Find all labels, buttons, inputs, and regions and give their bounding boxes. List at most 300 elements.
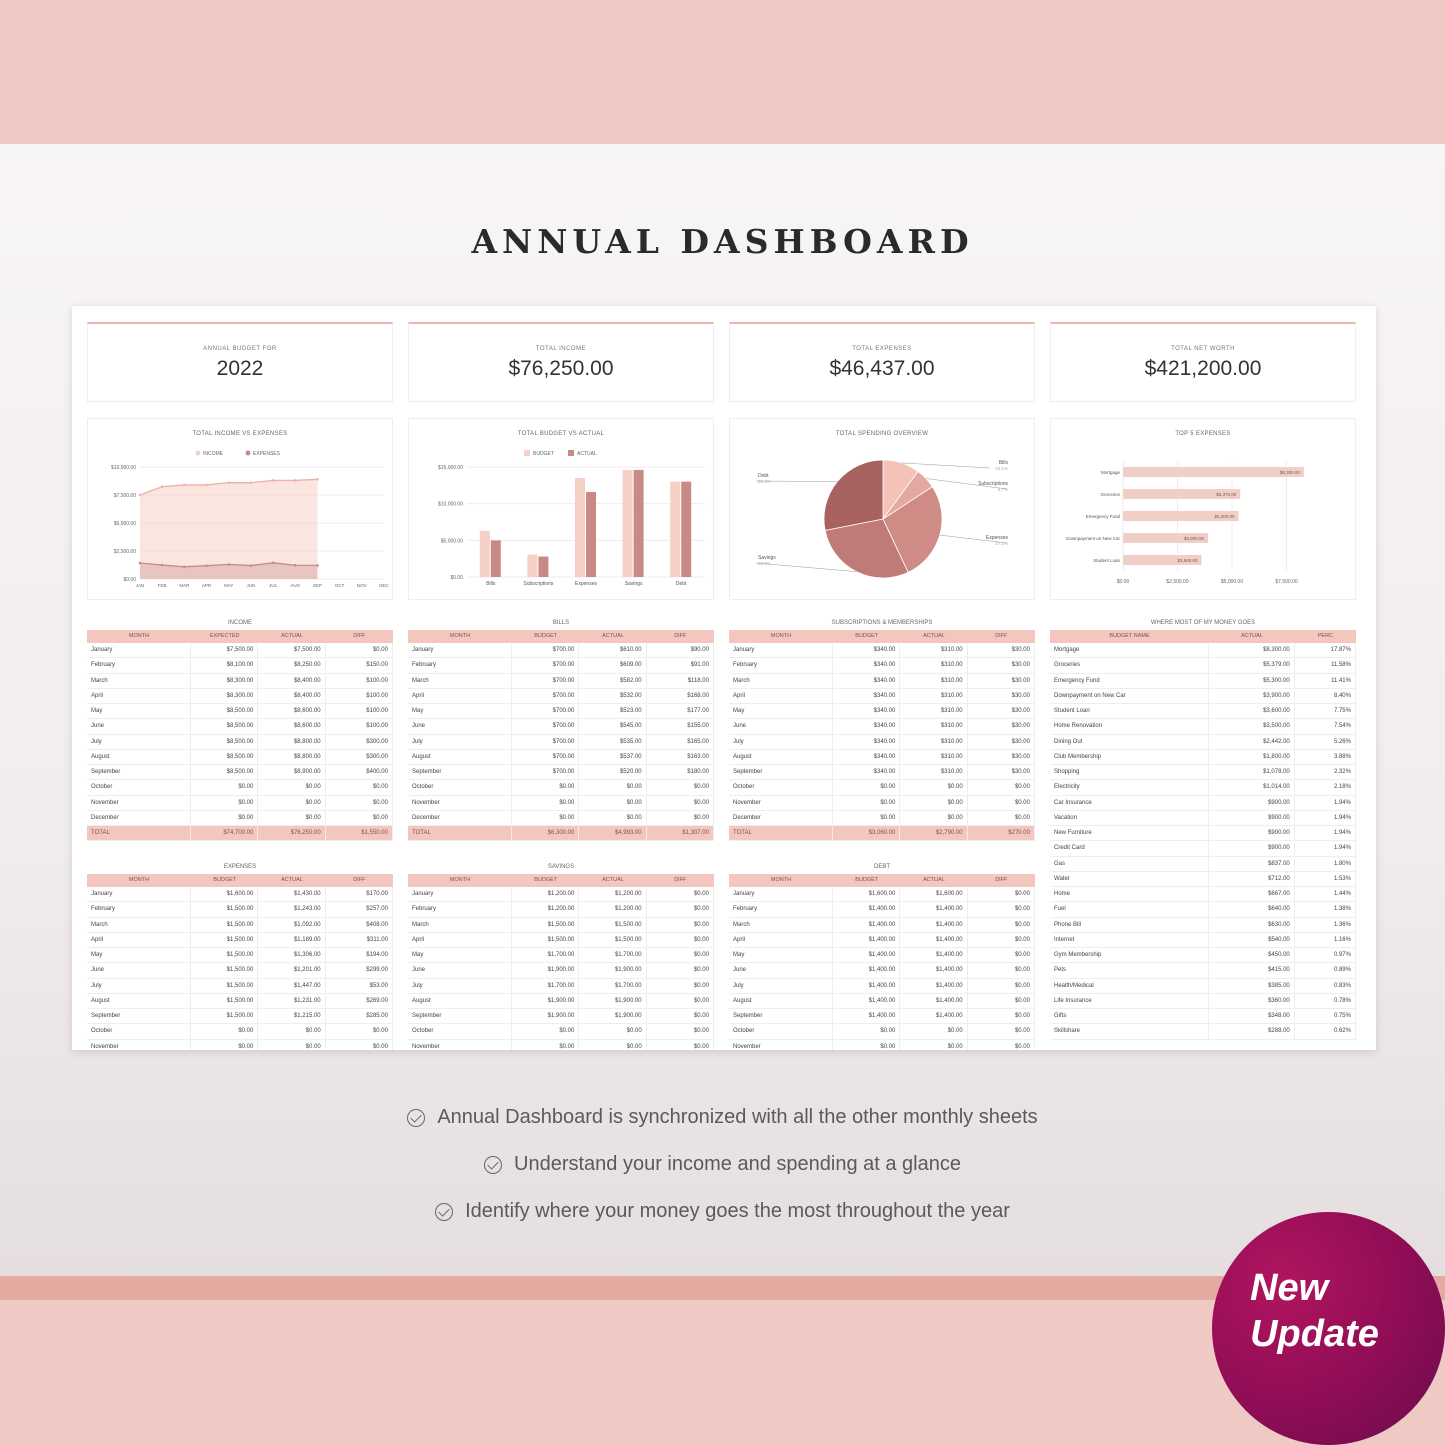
table-cell: $630.00 — [1209, 918, 1295, 932]
column-header: ACTUAL — [1241, 633, 1263, 639]
x-tick-label: AUG — [290, 583, 301, 588]
table-cell: $700.00 — [512, 735, 579, 749]
table-row — [408, 719, 714, 734]
table-cell: $0.00 — [647, 902, 714, 916]
table-cell: $0.00 — [647, 1024, 714, 1038]
table-cell: $8,600.00 — [258, 719, 325, 733]
table-cell: $1,700.00 — [512, 948, 579, 962]
subscriptions-table — [729, 616, 1035, 841]
table-cell: $0.00 — [900, 780, 967, 794]
table-cell: $700.00 — [512, 689, 579, 703]
table-row — [1050, 918, 1356, 933]
table-cell: $640.00 — [1209, 902, 1295, 916]
table-cell: $0.00 — [968, 933, 1035, 947]
table-cell: July — [87, 979, 191, 993]
kpi-value: $46,437.00 — [829, 357, 935, 380]
table-header-row — [729, 874, 1035, 887]
table-cell: $163.00 — [647, 750, 714, 764]
table-cell: $340.00 — [833, 765, 900, 779]
table-row — [408, 750, 714, 765]
kpi-label: TOTAL NET WORTH — [1171, 346, 1235, 352]
column-header: DIFF — [353, 877, 366, 883]
table-cell: $1,800.00 — [1209, 750, 1295, 764]
table-cell: 3.88% — [1295, 750, 1356, 764]
leader-line — [756, 563, 856, 572]
table-cell: $1,400.00 — [900, 933, 967, 947]
column-header: MONTH — [449, 877, 471, 883]
table-cell: $0.00 — [512, 1024, 579, 1038]
table-cell: September — [87, 1009, 191, 1023]
table-cell: $0.00 — [191, 1040, 258, 1051]
kpi-annual-budget — [87, 322, 393, 402]
slice-label: Expenses — [986, 535, 1008, 541]
table-cell: 0.97% — [1295, 948, 1356, 962]
table-cell: October — [408, 1024, 512, 1038]
new-update-badge — [1212, 1212, 1445, 1445]
column-header: ACTUAL — [923, 877, 945, 883]
table-cell: $0.00 — [968, 948, 1035, 962]
kpi-label: TOTAL EXPENSES — [852, 346, 912, 352]
table-cell: $1,400.00 — [900, 902, 967, 916]
table-cell: $0.00 — [512, 811, 579, 825]
table-row — [87, 674, 393, 689]
savings-table — [408, 860, 714, 1050]
table-cell: November — [87, 1040, 191, 1051]
table-row — [87, 689, 393, 704]
y-tick-label: $10,000.00 — [110, 465, 136, 471]
table-cell: January — [729, 887, 833, 901]
table-cell: $0.00 — [326, 780, 393, 794]
table-cell: $523.00 — [579, 704, 646, 718]
chart-title: TOTAL INCOME VS EXPENSES — [192, 431, 288, 437]
table-cell: $8,800.00 — [258, 735, 325, 749]
x-tick-label: MAY — [224, 583, 234, 588]
table-cell: November — [408, 1040, 512, 1051]
check-circle-icon — [407, 1109, 425, 1127]
table-cell: $0.00 — [191, 811, 258, 825]
x-tick-label: NOV — [356, 583, 367, 588]
table-cell: $0.00 — [968, 811, 1035, 825]
table-cell: $0.00 — [968, 963, 1035, 977]
table-row — [729, 643, 1035, 658]
table-cell: $5,300.00 — [1209, 674, 1295, 688]
table-cell: 0.89% — [1295, 963, 1356, 977]
table-cell: $1,201.00 — [258, 963, 325, 977]
table-cell: $0.00 — [191, 1024, 258, 1038]
table-cell: $1,307.00 — [647, 826, 714, 840]
table-cell: May — [87, 704, 191, 718]
table-cell: Water — [1050, 872, 1209, 886]
table-cell: 1.94% — [1295, 796, 1356, 810]
table-cell: $269.00 — [326, 994, 393, 1008]
table-cell: $1,447.00 — [258, 979, 325, 993]
table-row — [87, 902, 393, 917]
table-cell: $310.00 — [900, 719, 967, 733]
table-row — [87, 948, 393, 963]
feature-text: Understand your income and spending at a glance — [514, 1153, 961, 1175]
table-cell: $0.00 — [326, 796, 393, 810]
slice-label: Debt — [758, 473, 769, 479]
table-cell: $0.00 — [579, 780, 646, 794]
y-category-label: Student Loan — [1093, 558, 1120, 563]
table-cell: $712.00 — [1209, 872, 1295, 886]
table-cell: $8,400.00 — [258, 674, 325, 688]
chart-title: TOTAL SPENDING OVERVIEW — [835, 431, 929, 437]
table-cell: Electricity — [1050, 780, 1209, 794]
table-cell: $0.00 — [326, 811, 393, 825]
table-cell: $0.00 — [900, 811, 967, 825]
table-cell: October — [87, 780, 191, 794]
table-cell: 0.62% — [1295, 1024, 1356, 1038]
data-point — [161, 485, 164, 488]
table-cell: $1,200.00 — [579, 887, 646, 901]
y-category-label: Downpayment on New Car — [1066, 536, 1120, 541]
table-cell: August — [87, 750, 191, 764]
y-category-label: Groceries — [1100, 492, 1120, 497]
table-cell: $1,900.00 — [579, 994, 646, 1008]
table-cell: $1,078.00 — [1209, 765, 1295, 779]
table-cell: $100.00 — [326, 719, 393, 733]
column-header: MONTH — [128, 633, 150, 639]
table-cell: $340.00 — [833, 735, 900, 749]
table-row — [408, 735, 714, 750]
table-cell: $340.00 — [833, 719, 900, 733]
table-cell: June — [87, 719, 191, 733]
table-cell: $700.00 — [512, 765, 579, 779]
column-header: DIFF — [674, 633, 687, 639]
column-header: MONTH — [770, 877, 792, 883]
table-cell: $408.00 — [326, 918, 393, 932]
x-tick-label: $5,000.00 — [1220, 579, 1244, 585]
table-cell: $8,300.00 — [1209, 643, 1295, 657]
column-header: ACTUAL — [923, 633, 945, 639]
slice-percent: 5.7% — [997, 487, 1008, 492]
table-cell: Internet — [1050, 933, 1209, 947]
table-row — [729, 658, 1035, 673]
table-cell: $0.00 — [647, 1009, 714, 1023]
table-cell: $1,092.00 — [258, 918, 325, 932]
table-cell: $194.00 — [326, 948, 393, 962]
column-header: MONTH — [770, 633, 792, 639]
table-cell: May — [408, 948, 512, 962]
table-cell: July — [729, 735, 833, 749]
table-cell: $30.00 — [968, 658, 1035, 672]
table-cell: $8,300.00 — [191, 674, 258, 688]
table-cell: $0.00 — [900, 1024, 967, 1038]
table-cell: Phone Bill — [1050, 918, 1209, 932]
table-cell: $0.00 — [647, 963, 714, 977]
chart-budget-vs-actual — [408, 418, 714, 600]
table-cell: October — [729, 1024, 833, 1038]
check-circle-icon — [484, 1156, 502, 1174]
table-cell: $0.00 — [833, 811, 900, 825]
table-row — [729, 689, 1035, 704]
table-row — [408, 963, 714, 978]
x-tick-label: $0.00 — [1116, 579, 1130, 585]
table-cell: $340.00 — [833, 658, 900, 672]
table-row — [1050, 872, 1356, 887]
table-cell: May — [729, 948, 833, 962]
table-cell: $8,900.00 — [258, 765, 325, 779]
table-cell: $340.00 — [833, 750, 900, 764]
table-cell: $535.00 — [579, 735, 646, 749]
kpi-total-expenses — [729, 322, 1035, 402]
table-row — [87, 1009, 393, 1024]
table-cell: $520.00 — [579, 765, 646, 779]
table-cell: $700.00 — [512, 719, 579, 733]
table-row — [1050, 674, 1356, 689]
column-header: DIFF — [353, 633, 366, 639]
table-cell: $8,500.00 — [191, 719, 258, 733]
kpi-value: 2022 — [216, 357, 264, 380]
bar — [575, 478, 585, 577]
debt-table — [729, 860, 1035, 1050]
money-goes-table — [1050, 616, 1356, 1040]
table-row — [87, 719, 393, 734]
table-cell: $540.00 — [1209, 933, 1295, 947]
data-point — [316, 564, 319, 567]
table-cell: February — [408, 902, 512, 916]
table-cell: $155.00 — [647, 719, 714, 733]
column-header: BUDGET — [855, 877, 879, 883]
column-header: MONTH — [128, 877, 150, 883]
table-cell: $0.00 — [258, 1024, 325, 1038]
legend-label: EXPENSES — [253, 451, 280, 457]
column-header: PERC — [1317, 633, 1334, 639]
table-row — [1050, 963, 1356, 978]
feature-item — [0, 1094, 1445, 1141]
table-row — [408, 643, 714, 658]
table-cell: $6,300.00 — [512, 826, 579, 840]
x-tick-label: Expenses — [575, 581, 597, 587]
table-cell: $30.00 — [968, 765, 1035, 779]
table-row — [729, 811, 1035, 826]
table-cell: $8,250.00 — [258, 658, 325, 672]
table-cell: $5,379.00 — [1209, 658, 1295, 672]
expenses-table — [87, 860, 393, 1050]
table-cell: $450.00 — [1209, 948, 1295, 962]
table-cell: $310.00 — [900, 735, 967, 749]
y-tick-label: $7,500.00 — [113, 493, 136, 499]
table-cell: $0.00 — [258, 796, 325, 810]
table-cell: $360.00 — [1209, 994, 1295, 1008]
table-row — [408, 658, 714, 673]
table-cell: January — [408, 643, 512, 657]
table-cell: Vacation — [1050, 811, 1209, 825]
column-header: MONTH — [449, 633, 471, 639]
table-cell: $1,600.00 — [191, 887, 258, 901]
table-cell: $1,600.00 — [900, 887, 967, 901]
table-cell: March — [408, 918, 512, 932]
bar-value-label: $8,300.00 — [1279, 470, 1300, 475]
column-header: DIFF — [674, 877, 687, 883]
bar-value-label: $5,379.00 — [1216, 492, 1237, 497]
table-cell: September — [87, 765, 191, 779]
column-header: DIFF — [995, 633, 1008, 639]
table-cell: $1,500.00 — [191, 933, 258, 947]
table-cell: Home — [1050, 887, 1209, 901]
table-cell: $0.00 — [647, 933, 714, 947]
x-tick-label: JUN — [246, 583, 256, 588]
column-header: ACTUAL — [281, 877, 303, 883]
check-circle-icon — [435, 1203, 453, 1221]
table-cell: Dining Out — [1050, 735, 1209, 749]
table-cell: $310.00 — [900, 689, 967, 703]
column-header: ACTUAL — [281, 633, 303, 639]
table-cell: $8,500.00 — [191, 704, 258, 718]
table-row — [1050, 735, 1356, 750]
kpi-label: ANNUAL BUDGET FOR — [203, 346, 277, 352]
table-cell: $385.00 — [1209, 979, 1295, 993]
bills-table — [408, 616, 714, 841]
table-row — [1050, 658, 1356, 673]
table-cell: $1,400.00 — [833, 902, 900, 916]
table-cell: $310.00 — [900, 674, 967, 688]
bar-value-label: $5,300.00 — [1214, 514, 1235, 519]
table-cell: 2.32% — [1295, 765, 1356, 779]
feature-item — [0, 1188, 1445, 1235]
table-row — [1050, 857, 1356, 872]
data-point — [183, 484, 186, 487]
y-tick-label: $0.00 — [123, 577, 136, 583]
table-cell: $700.00 — [512, 704, 579, 718]
feature-list — [0, 1094, 1445, 1235]
table-cell: $0.00 — [833, 1040, 900, 1051]
table-cell: $1,500.00 — [191, 979, 258, 993]
table-title: BILLS — [552, 620, 570, 626]
table-cell: $1,200.00 — [579, 902, 646, 916]
table-cell: $310.00 — [900, 643, 967, 657]
table-cell: $415.00 — [1209, 963, 1295, 977]
budget-actual-bar-chart — [409, 419, 715, 601]
table-row — [87, 780, 393, 795]
table-cell: $310.00 — [900, 704, 967, 718]
page-title: ANNUAL DASHBOARD — [471, 222, 974, 261]
x-tick-label: APR — [201, 583, 212, 588]
table-cell: September — [729, 1009, 833, 1023]
table-cell: July — [408, 979, 512, 993]
table-row — [729, 902, 1035, 917]
table-cell: $8,600.00 — [258, 704, 325, 718]
data-point — [294, 564, 297, 567]
table-cell: July — [729, 979, 833, 993]
table-cell: $90.00 — [647, 643, 714, 657]
table-cell: TOTAL — [729, 826, 833, 840]
table-cell: $1,400.00 — [833, 963, 900, 977]
table-cell: $0.00 — [647, 1040, 714, 1051]
table-cell: $667.00 — [1209, 887, 1295, 901]
slice-percent: 28.9% — [758, 561, 771, 566]
table-title: SAVINGS — [547, 864, 575, 870]
table-cell: $0.00 — [579, 811, 646, 825]
table-cell: $4,993.00 — [579, 826, 646, 840]
table-cell: 0.83% — [1295, 979, 1356, 993]
y-tick-label: $0.00 — [450, 575, 463, 581]
table-cell: $340.00 — [833, 704, 900, 718]
table-cell: $1,430.00 — [258, 887, 325, 901]
table-cell: 2.18% — [1295, 780, 1356, 794]
table-cell: $1,400.00 — [833, 933, 900, 947]
table-cell: $30.00 — [968, 689, 1035, 703]
table-row — [1050, 780, 1356, 795]
table-row — [729, 765, 1035, 780]
table-cell: June — [87, 963, 191, 977]
bar-value-label: $3,600.00 — [1177, 558, 1198, 563]
data-point — [250, 564, 253, 567]
slice-label: Bills — [998, 460, 1008, 466]
table-cell: $1,400.00 — [900, 979, 967, 993]
table-row — [1050, 643, 1356, 658]
table-cell: $1,500.00 — [191, 994, 258, 1008]
table-row — [408, 811, 714, 826]
table-cell: Gifts — [1050, 1009, 1209, 1023]
table-row — [408, 994, 714, 1009]
table-cell: $1,200.00 — [512, 887, 579, 901]
slice-percent: 28.1% — [758, 479, 771, 484]
table-row — [729, 963, 1035, 978]
table-row — [1050, 994, 1356, 1009]
table-cell: $30.00 — [968, 735, 1035, 749]
table-cell: $1,400.00 — [900, 948, 967, 962]
feature-item — [0, 1141, 1445, 1188]
table-cell: November — [408, 796, 512, 810]
table-row — [408, 918, 714, 933]
kpi-label: TOTAL INCOME — [535, 346, 587, 352]
data-point — [205, 564, 208, 567]
feature-text: Identify where your money goes the most throughout the year — [465, 1200, 1010, 1222]
table-row — [87, 887, 393, 902]
table-cell: $1,215.00 — [258, 1009, 325, 1023]
table-row — [408, 780, 714, 795]
x-tick-label: MAR — [179, 583, 190, 588]
table-row — [1050, 1024, 1356, 1039]
table-cell: $0.00 — [968, 1024, 1035, 1038]
y-tick-label: $5,000.00 — [113, 521, 136, 527]
table-cell: $1,500.00 — [191, 963, 258, 977]
table-cell: $0.00 — [833, 796, 900, 810]
table-cell: $0.00 — [326, 643, 393, 657]
table-cell: April — [729, 689, 833, 703]
x-tick-label: Debt — [675, 581, 687, 587]
table-cell: $74,700.00 — [191, 826, 258, 840]
table-cell: $1,400.00 — [833, 948, 900, 962]
table-cell: 1.80% — [1295, 857, 1356, 871]
table-cell: $1,500.00 — [191, 948, 258, 962]
column-header: BUDGET — [213, 877, 237, 883]
table-cell: $0.00 — [326, 1024, 393, 1038]
table-header-row — [408, 630, 714, 643]
table-header-row — [1050, 630, 1356, 643]
table-row — [87, 1024, 393, 1039]
table-cell: $150.00 — [326, 658, 393, 672]
table-row — [87, 750, 393, 765]
table-cell: March — [87, 674, 191, 688]
table-cell: $0.00 — [512, 1040, 579, 1051]
table-cell: February — [87, 658, 191, 672]
table-title: DEBT — [873, 864, 890, 870]
table-cell: November — [729, 1040, 833, 1051]
table-cell: 17.87% — [1295, 643, 1356, 657]
table-cell: Car Insurance — [1050, 796, 1209, 810]
table-cell: $1,700.00 — [579, 979, 646, 993]
data-point — [227, 563, 230, 566]
column-header: DIFF — [995, 877, 1008, 883]
table-cell: $0.00 — [258, 1040, 325, 1051]
table-header-row — [729, 630, 1035, 643]
table-row — [408, 765, 714, 780]
table-cell: $900.00 — [1209, 841, 1295, 855]
table-cell: $30.00 — [968, 750, 1035, 764]
